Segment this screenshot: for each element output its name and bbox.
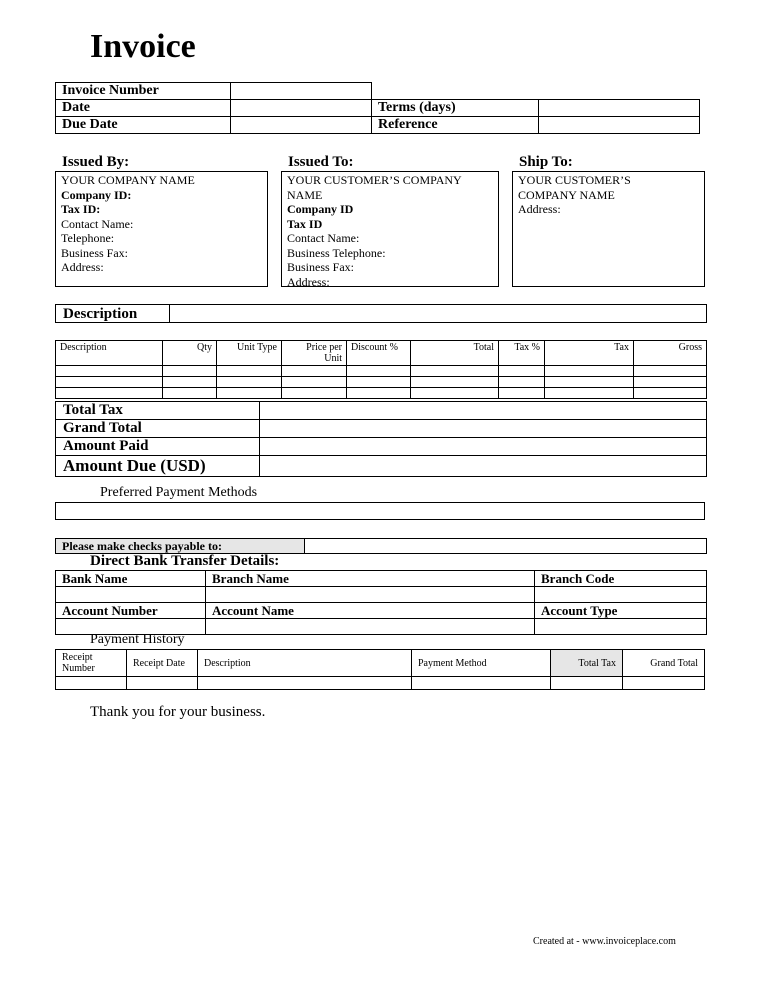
account-name-label: Account Name: [206, 603, 535, 619]
invoice-number-field[interactable]: [231, 83, 372, 100]
grand-total-label: Grand Total: [56, 420, 260, 438]
issued-by-tax-id: Tax ID:: [61, 202, 101, 216]
issued-to-contact: Contact Name:: [287, 231, 360, 245]
branch-code-field[interactable]: [535, 587, 707, 603]
issued-to-fax: Business Fax:: [287, 260, 355, 274]
terms-label: Terms (days): [372, 100, 539, 117]
bank-transfer-heading: Direct Bank Transfer Details:: [90, 553, 280, 569]
ph-col-receipt-line1: Receipt: [62, 652, 93, 663]
issued-by-heading: Issued By:: [62, 154, 130, 170]
ph-col-receipt-number: [56, 650, 127, 677]
account-name-field[interactable]: [206, 619, 535, 635]
issued-by-company: YOUR COMPANY NAME: [61, 173, 195, 187]
checks-payable-field[interactable]: [305, 539, 707, 554]
table-row: [56, 388, 707, 399]
ship-to-address: Address:: [518, 202, 561, 216]
account-type-label: Account Type: [535, 603, 707, 619]
branch-name-label: Branch Name: [206, 571, 535, 587]
thank-you-message: Thank you for your business.: [90, 704, 266, 720]
total-tax-value[interactable]: [260, 402, 707, 420]
ship-to-heading: Ship To:: [519, 154, 573, 170]
issued-to-address: Address:: [287, 274, 330, 289]
issued-to-box: [281, 171, 499, 287]
issued-by-address: Address:: [61, 260, 104, 274]
col-price-line1: Price per: [306, 342, 342, 353]
preferred-payment-field[interactable]: [55, 502, 705, 520]
description-bar: [55, 304, 707, 323]
issued-to-company-id: Company ID: [287, 202, 354, 216]
terms-field[interactable]: [539, 100, 700, 117]
ph-col-receipt-line2: Number: [62, 663, 95, 674]
ph-col-payment-method: Payment Method: [412, 650, 551, 677]
issued-by-contact: Contact Name:: [61, 216, 134, 231]
ph-col-description: Description: [198, 650, 412, 677]
branch-code-label: Branch Code: [535, 571, 707, 587]
branch-name-field[interactable]: [206, 587, 535, 603]
col-total: Total: [411, 341, 499, 366]
grand-total-value[interactable]: [260, 420, 707, 438]
ship-to-company-line1: YOUR CUSTOMER’S: [518, 173, 631, 187]
issued-to-tax-id: Tax ID: [287, 216, 323, 231]
col-price-line2: Unit: [324, 353, 342, 364]
checks-payable-label: Please make checks payable to:: [56, 539, 305, 554]
table-row: [56, 677, 705, 690]
due-date-field[interactable]: [231, 117, 372, 134]
account-number-label: Account Number: [56, 603, 206, 619]
amount-paid-value[interactable]: [260, 438, 707, 456]
amount-paid-label: Amount Paid: [56, 438, 260, 456]
col-unit-type: Unit Type: [217, 341, 282, 366]
payment-history-heading: Payment History: [90, 632, 185, 647]
col-tax-percent: Tax %: [499, 341, 545, 366]
issued-by-box: [55, 171, 268, 287]
amount-due-value[interactable]: [260, 456, 707, 477]
amount-due-label: Amount Due (USD): [56, 456, 260, 477]
issued-to-company-line2: NAME: [287, 187, 323, 202]
col-description: Description: [56, 341, 163, 366]
ph-col-grand-total: Grand Total: [623, 650, 705, 677]
issued-by-fax: Business Fax:: [61, 245, 129, 260]
col-gross: Gross: [634, 341, 707, 366]
issued-by-telephone: Telephone:: [61, 231, 115, 245]
issued-to-company-line1: YOUR CUSTOMER’S COMPANY: [287, 173, 462, 187]
totals-table: [55, 401, 707, 477]
invoice-title: Invoice: [90, 28, 196, 65]
due-date-label: Due Date: [56, 117, 231, 134]
bank-name-label: Bank Name: [56, 571, 206, 587]
table-row: [56, 377, 707, 388]
bank-name-field[interactable]: [56, 587, 206, 603]
ph-col-total-tax: Total Tax: [551, 650, 623, 677]
date-label: Date: [56, 100, 231, 117]
col-tax: Tax: [545, 341, 634, 366]
issued-by-company-id: Company ID:: [61, 187, 132, 202]
ship-to-box: [512, 171, 705, 287]
ph-col-receipt-date: Receipt Date: [127, 650, 198, 677]
checks-payable-table: [55, 538, 707, 554]
reference-field[interactable]: [539, 117, 700, 134]
total-tax-label: Total Tax: [56, 402, 260, 420]
description-label: Description: [63, 306, 138, 322]
col-discount: Discount %: [347, 341, 411, 366]
issued-to-telephone: Business Telephone:: [287, 245, 386, 260]
footer-credit: Created at - www.invoiceplace.com: [533, 936, 676, 947]
col-qty: Qty: [163, 341, 217, 366]
table-row: [56, 366, 707, 377]
payment-history-table: [55, 649, 705, 690]
bank-transfer-table: [55, 570, 707, 635]
account-type-field[interactable]: [535, 619, 707, 635]
invoice-number-label: Invoice Number: [56, 83, 231, 100]
preferred-payment-label: Preferred Payment Methods: [100, 485, 258, 500]
line-items-table: [55, 340, 707, 399]
ship-to-company-line2: COMPANY NAME: [518, 187, 615, 202]
date-field[interactable]: [231, 100, 372, 117]
col-price-per-unit: [282, 341, 347, 366]
invoice-header-table: [55, 82, 700, 134]
issued-to-heading: Issued To:: [288, 154, 354, 170]
reference-label: Reference: [372, 117, 539, 134]
